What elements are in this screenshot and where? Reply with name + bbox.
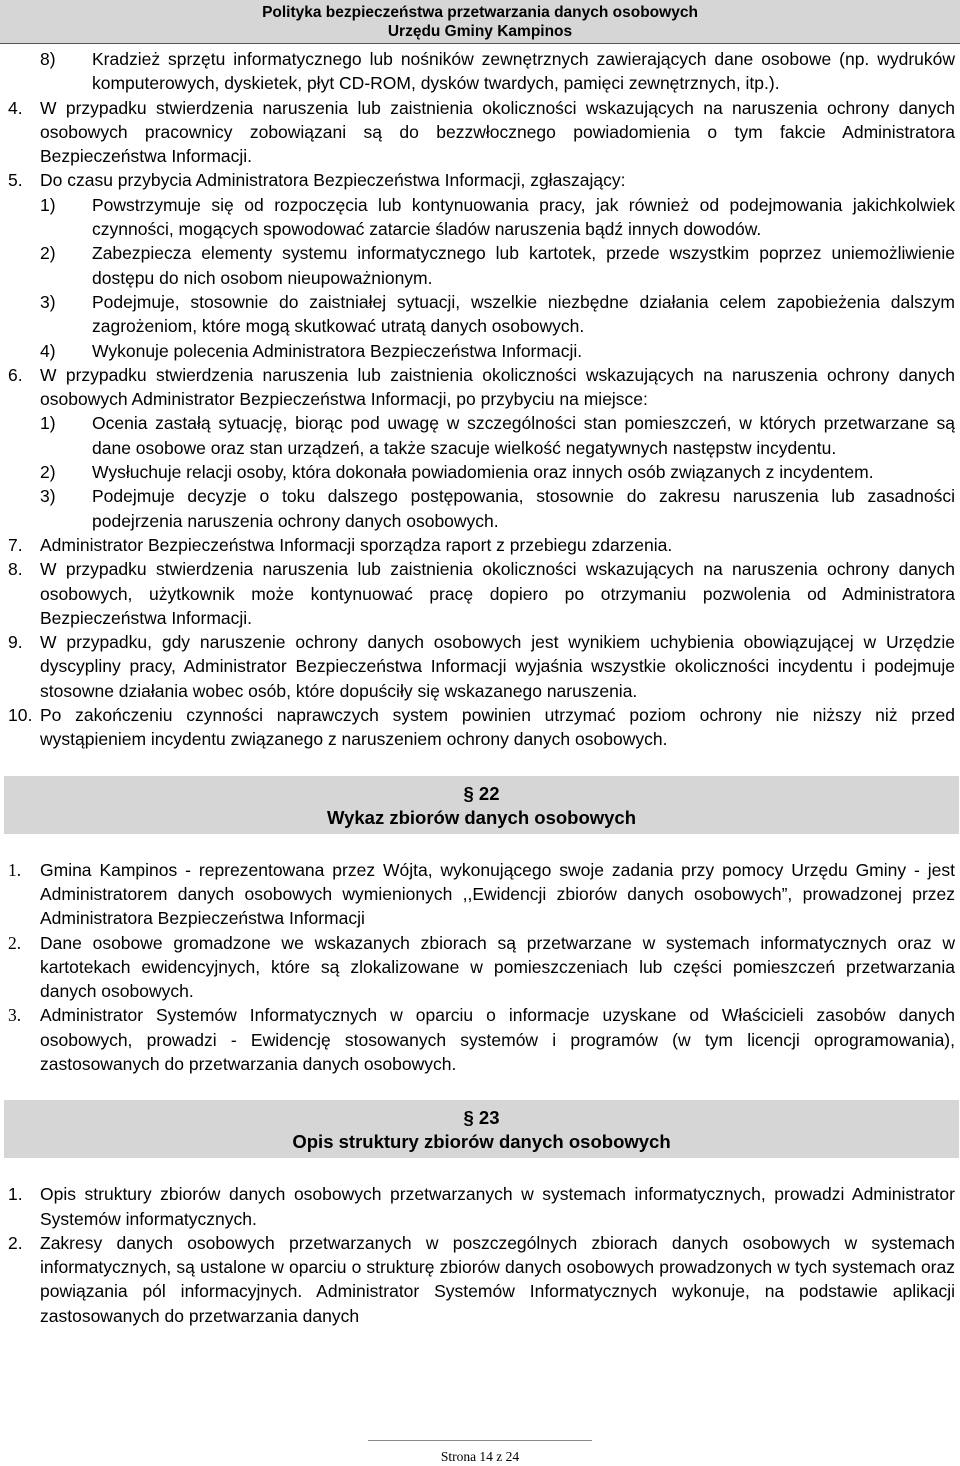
item-number: 9.: [8, 632, 23, 653]
list-item: [8, 557, 955, 630]
item-text: Zakresy danych osobowych przetwarzanych w poszczególnych zbiorach danych osobowych w systemach informatycznych, są ustalone w oparciu o strukturę zbiorów danych osobowych prowadzonych w tych systemach oraz powiązania pól informacyjnych. Administrator Systemów Informatycznych wykonuje, na podstawie aplikacji zastosowanych do przetwarzania danych: [40, 1232, 955, 1326]
list-item: [8, 363, 955, 412]
sub-list-item: [8, 193, 955, 242]
item-number: 6.: [8, 364, 23, 385]
page-number: Strona 14 z 24: [440, 1449, 520, 1464]
item-text: Administrator Bezpieczeństwa Informacji sporządza raport z przebiegu zdarzenia.: [40, 534, 673, 555]
list-item: [8, 533, 955, 557]
item-text: Opis struktury zbiorów danych osobowych przetwarzanych w systemach informatycznych, prowadzi Administrator Systemów informatycznych.: [40, 1184, 955, 1229]
item-text: Wysłuchuje relacji osoby, która dokonała powiadomienia oraz innych osób związanych z incydentem.: [92, 462, 874, 483]
page-header: [0, 0, 960, 44]
list-item: [8, 931, 955, 1004]
item-text: W przypadku stwierdzenia naruszenia lub zaistnienia okoliczności wskazujących na naruszenia ochrony danych osobowych, użytkownik może kontynuować pracę dopiero po otrzymaniu pozwolenia od Administratora Bezpieczeństwa Informacji.: [40, 559, 955, 628]
item-text: Zabezpiecza elementy systemu informatycznego lub kartotek, przede wszystkim poprzez uniemożliwienie dostępu do nich osobom nieupoważnionym.: [92, 243, 955, 288]
list-item: [8, 168, 955, 192]
item-text: Wykonuje polecenia Administratora Bezpieczeństwa Informacji.: [92, 340, 583, 361]
sub-list-item: [8, 411, 955, 460]
sub-list-item: [8, 460, 955, 484]
item-number: 5.: [8, 170, 23, 191]
section-22-heading: [4, 776, 959, 834]
section-22-list: [8, 858, 955, 1077]
item-number: 2.: [8, 1232, 23, 1253]
item-text: Podejmuje, stosownie do zaistniałej sytuacji, wszelkie niezbędne działania celem zapobieżenia dalszym zagrożeniom, które mogą skutkować utratą danych osobowych.: [92, 291, 955, 337]
footer-divider: [368, 1440, 592, 1441]
item-text: Do czasu przybycia Administratora Bezpieczeństwa Informacji, zgłaszający:: [40, 170, 626, 191]
list-item: [8, 858, 955, 931]
item-number: 4): [40, 340, 56, 361]
item-number: 4.: [8, 97, 23, 118]
list-item: [8, 1182, 955, 1231]
header-subtitle: Urzędu Gminy Kampinos: [387, 23, 573, 40]
list-item: [8, 1231, 955, 1328]
item-text: Powstrzymuje się od rozpoczęcia lub kontynuowania pracy, jak również od podejmowania jakichkolwiek czynności, mogących spowodować zatarcie śladów naruszenia bądź innych dowodów.: [92, 194, 955, 240]
sub-list-item: [8, 47, 955, 96]
list-item: [8, 96, 955, 169]
item-text: W przypadku, gdy naruszenie ochrony danych osobowych jest wynikiem uchybienia obowiązującej w Urzędzie dyscypliny pracy, Administrator Bezpieczeństwa Informacji wyjaśnia wszystkie okoliczności incydentu i podejmuje stosowne działania wobec osób, które dopuściły się wskazanego naruszenia.: [40, 632, 955, 701]
item-number: 1): [40, 413, 56, 434]
item-number: 3): [40, 486, 56, 507]
item-number: 2.: [8, 932, 22, 953]
item-text: Gmina Kampinos - reprezentowana przez Wójta, wykonującego swoje zadania przy pomocy Urzędu Gminy - jest Administratorem danych osobowych wymienionych ,,Ewidencji zbiorów danych osobowych”, prowadzonej przez Administratora Bezpieczeństwa Informacji: [40, 859, 955, 929]
sub-list-item: [8, 484, 955, 533]
section-23-list: [8, 1182, 955, 1328]
sub-list-item: [8, 290, 955, 339]
item-number: 8): [40, 49, 56, 69]
item-number: 1.: [8, 859, 22, 880]
item-text: Dane osobowe gromadzone we wskazanych zbiorach są przetwarzane w systemach informatycznych oraz w kartotekach ewidencyjnych, które są zlokalizowane w pomieszczeniach lub części pomieszczeń przetwarzania danych osobowych.: [40, 932, 955, 1002]
header-title: Polityka bezpieczeństwa przetwarzania danych osobowych: [262, 4, 698, 21]
item-number: 3.: [8, 1005, 22, 1026]
document-body: [8, 47, 955, 1328]
section-number: § 22: [463, 782, 500, 804]
section-number: § 23: [463, 1107, 500, 1129]
item-text: Administrator Systemów Informatycznych w oparciu o informacje uzyskane od Właścicieli zasobów danych osobowych, prowadzi - Ewidencję stosowanych systemów i programów (w tym licencji oprogramowania), zastosowanych do przetwarzania danych osobowych.: [40, 1005, 955, 1074]
list-item: [8, 630, 955, 703]
section-23-heading: [4, 1100, 959, 1158]
sub-list-item: [8, 241, 955, 290]
item-text: Ocenia zastałą sytuację, biorąc pod uwagę w szczególności stan pomieszczeń, w których przetwarzane są dane osobowe oraz stan urządzeń, a także szacuje wielkość negatywnych następstw incydentu.: [92, 413, 955, 458]
item-text: Podejmuje decyzje o toku dalszego postępowania, stosownie do zakresu naruszenia lub zasadności podejrzenia naruszenia ochrony danych osobowych.: [92, 486, 955, 531]
incident-procedure-list: [8, 47, 955, 752]
item-number: 10.: [8, 705, 33, 726]
item-number: 2): [40, 462, 56, 483]
item-text: W przypadku stwierdzenia naruszenia lub zaistnienia okoliczności wskazujących na naruszenia ochrony danych osobowych Administrator Bezpieczeństwa Informacji, po przybyciu na miejsce:: [40, 364, 955, 410]
item-text: Kradzież sprzętu informatycznego lub nośników zewnętrznych zawierających dane osobowe (np. wydruków komputerowych, dyskietek, płyt CD-ROM, dysków twardych, pamięci zewnętrznych, itp.).: [92, 49, 955, 94]
item-text: Po zakończeniu czynności naprawczych system powinien utrzymać poziom ochrony nie niższy niż przed wystąpieniem incydentu związanego z naruszeniem ochrony danych osobowych.: [40, 705, 955, 750]
item-number: 1): [40, 194, 56, 215]
item-number: 1.: [8, 1184, 23, 1205]
sub-list-item: [8, 339, 955, 363]
section-title: Opis struktury zbiorów danych osobowych: [292, 1131, 671, 1153]
item-number: 3): [40, 291, 56, 312]
item-number: 2): [40, 243, 56, 264]
item-number: 8.: [8, 559, 23, 580]
item-text: W przypadku stwierdzenia naruszenia lub zaistnienia okoliczności wskazujących na naruszenia ochrony danych osobowych pracownicy zobowiązani są do bezzwłocznego powiadomienia o tym fakcie Administratora Bezpieczeństwa Informacji.: [40, 97, 955, 167]
item-number: 7.: [8, 534, 23, 555]
section-title: Wykaz zbiorów danych osobowych: [326, 806, 637, 828]
list-item: [8, 1003, 955, 1076]
list-item: [8, 703, 955, 752]
